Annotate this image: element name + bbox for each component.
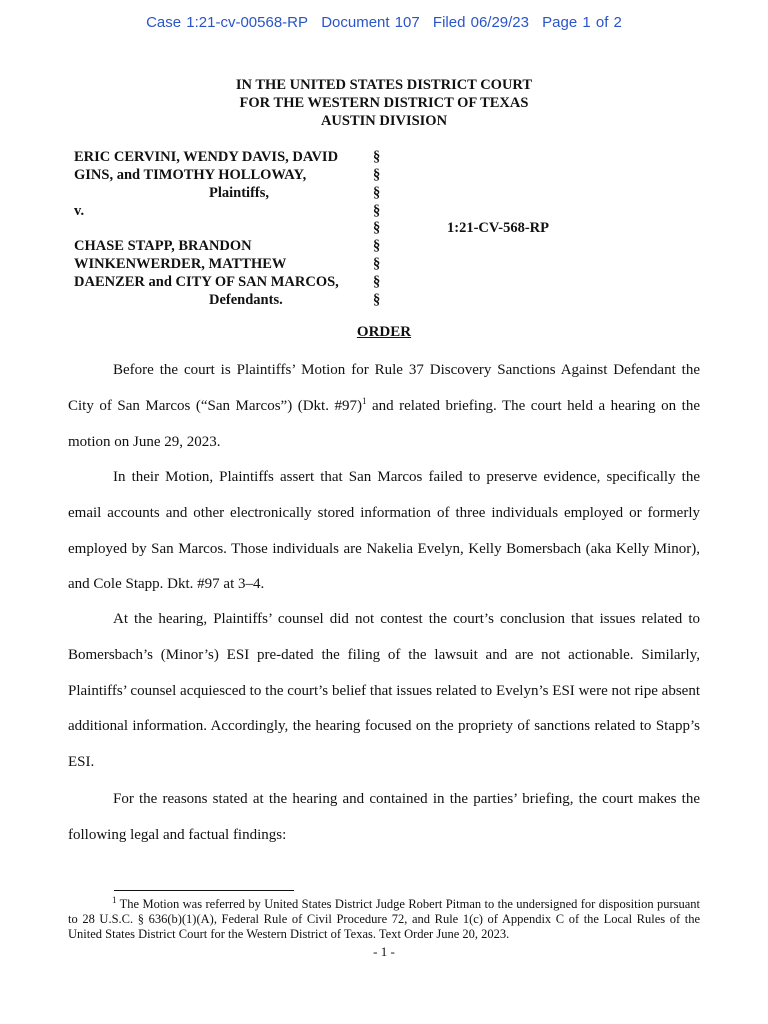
section-symbol: §: [373, 203, 381, 219]
paragraph-2: [68, 460, 700, 603]
defendants-label: Defendants.: [209, 292, 283, 308]
page-number: - 1 -: [373, 944, 395, 959]
order-title: ORDER: [356, 324, 412, 340]
page-count-stamp: Page 1 of 2: [542, 14, 622, 31]
case-number: 1:21-CV-568-RP: [447, 220, 550, 236]
case-number-stamp: Case 1:21-cv-00568-RP: [146, 14, 309, 31]
document-number-stamp: Document 107: [321, 14, 420, 31]
court-title-line-1: IN THE UNITED STATES DISTRICT COURT: [235, 77, 533, 93]
defendants-line-1: CHASE STAPP, BRANDON: [74, 238, 252, 254]
plaintiffs-line-1: ERIC CERVINI, WENDY DAVIS, DAVID: [74, 149, 339, 165]
paragraph-1: [68, 353, 700, 460]
section-symbol: §: [373, 149, 381, 165]
section-symbol: §: [373, 292, 381, 308]
section-symbol: §: [373, 167, 381, 183]
footnote-divider: [114, 890, 294, 891]
filed-date-stamp: Filed 06/29/23: [432, 14, 529, 31]
court-title-line-3: AUSTIN DIVISION: [320, 113, 448, 129]
section-symbol: §: [373, 238, 381, 254]
court-title-line-2: FOR THE WESTERN DISTRICT OF TEXAS: [239, 95, 529, 111]
paragraph-3: [68, 602, 700, 781]
paragraph-4: [68, 782, 700, 854]
plaintiffs-line-2: GINS, and TIMOTHY HOLLOWAY,: [74, 167, 307, 183]
paragraph-3-text: At the hearing, Plaintiffs’ counsel did not contest the court’s conclusion that issues related to Bomersbach’s (Minor’s) ESI pre-dated the filing of the lawsuit and are not actionable. Similarly, Plaintiffs’ counsel acquiesced to the court’s belief that issues related to Evelyn’s ESI were not ripe absent additional information. Accordingly, the hearing focused on the propriety of sanctions related to Stapp’s ESI.: [68, 611, 700, 771]
defendants-line-2: WINKENWERDER, MATTHEW: [74, 256, 287, 272]
section-symbol: §: [373, 220, 381, 236]
footnote-marker: 1: [112, 894, 117, 905]
court-title: [0, 76, 768, 130]
versus: v.: [74, 203, 85, 219]
defendants-line-3: DAENZER and CITY OF SAN MARCOS,: [74, 274, 339, 290]
section-symbol: §: [373, 185, 381, 201]
section-symbol: §: [373, 274, 381, 290]
ecf-header-stamp: [0, 14, 768, 31]
paragraph-1-text: Before the court is Plaintiffs’ Motion for Rule 37 Discovery Sanctions Against Defendant the City of San Marcos (“San Marcos”) (Dkt. #97): [68, 362, 700, 414]
paragraph-1-text-continued: and related briefing. The court held a hearing on the motion on June 29, 2023.: [68, 397, 700, 450]
footnote-text: The Motion was referred by United States District Judge Robert Pitman to the undersigned for disposition pursuant to 28 U.S.C. § 636(b)(1)(A), Federal Rule of Civil Procedure 72, and Rule 1(c) of Appendix C of the Local Rules of the United States District Court for the Western District of Texas. Text Order June 20, 2023.: [68, 897, 700, 941]
paragraph-2-text: In their Motion, Plaintiffs assert that San Marcos failed to preserve evidence, specifically the email accounts and other electronically stored information of three individuals employed or formerly employed by San Marcos. Those individuals are Nakelia Evelyn, Kelly Bomersbach (aka Kelly Minor), and Cole Stapp. Dkt. #97 at 3–4.: [68, 469, 700, 593]
plaintiffs-label: Plaintiffs,: [209, 185, 270, 201]
paragraph-4-text: For the reasons stated at the hearing and contained in the parties’ briefing, the court makes the following legal and factual findings:: [68, 791, 700, 843]
section-symbol: §: [373, 256, 381, 272]
footnote-reference: 1: [361, 395, 367, 406]
footnote: [68, 894, 700, 942]
